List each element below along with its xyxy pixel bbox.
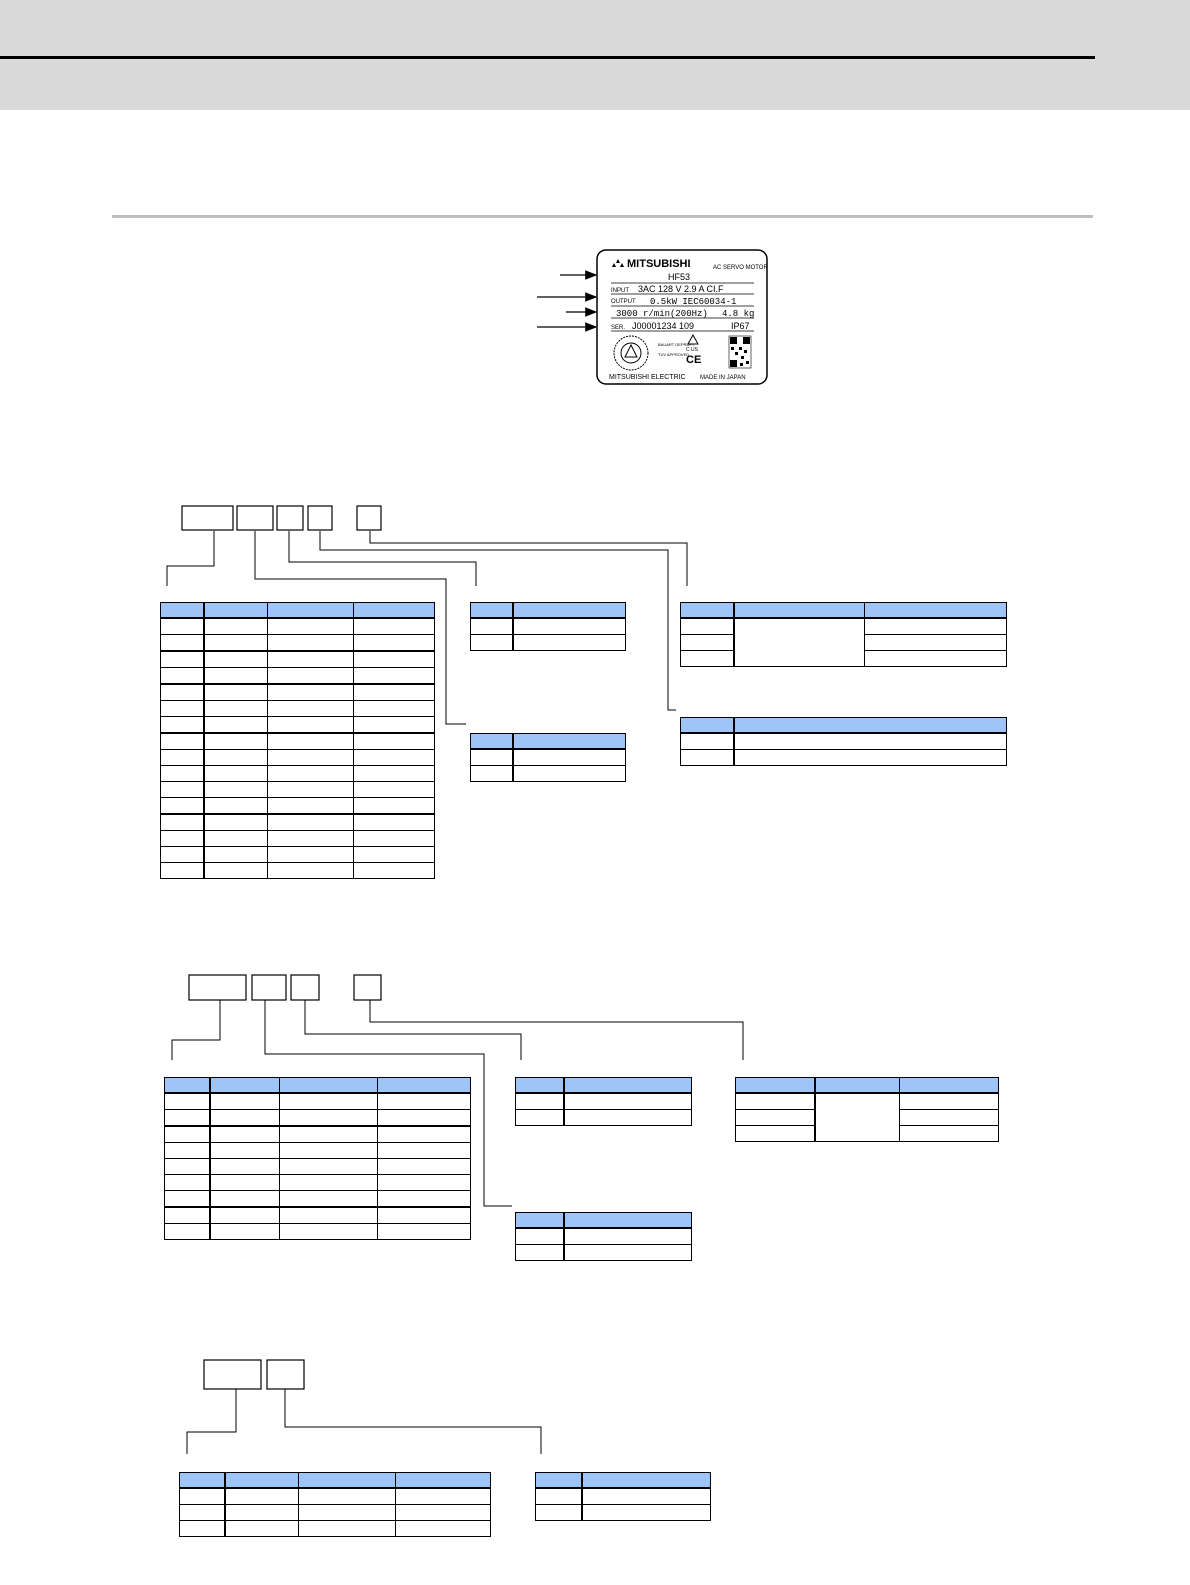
plate-weight-value: 4.8 kg: [722, 309, 755, 319]
plate-product: AC SERVO MOTOR: [713, 265, 768, 271]
table-row: [681, 750, 1007, 766]
table-row: [165, 1159, 471, 1175]
plate-cert-1: BAUART GEPRÜFT: [658, 342, 695, 347]
table-header-row: [471, 603, 626, 619]
qr-code-icon: [729, 336, 751, 368]
plate-serial-value: J00001234 109: [632, 321, 695, 331]
table-row: [161, 651, 435, 668]
plate-model: HF53: [668, 272, 691, 282]
code-table-2c: [515, 1212, 692, 1261]
plate-brand: MITSUBISHI: [627, 258, 691, 270]
table-row: [180, 1505, 491, 1521]
table-row: [165, 1110, 471, 1127]
table-row: [161, 750, 435, 766]
table-row: [681, 618, 1007, 635]
table-row: [165, 1175, 471, 1191]
table-header-row: [736, 1078, 999, 1094]
table-header-row: [516, 1078, 692, 1094]
table-row: [516, 1110, 692, 1126]
code-table-1b: [470, 602, 626, 651]
code-table-3b: [535, 1472, 711, 1521]
table-row: [161, 831, 435, 847]
table-row: [161, 701, 435, 717]
table-row: [165, 1126, 471, 1143]
code-table-1a: [160, 602, 435, 879]
table-row: [165, 1093, 471, 1110]
table-row: [161, 618, 435, 635]
table-row: [161, 717, 435, 734]
table-header-row: [161, 603, 435, 619]
type-code-boxes-3: [204, 1360, 304, 1389]
table-row: [471, 635, 626, 651]
table-row: [161, 798, 435, 815]
table-row: [736, 1093, 999, 1110]
code-table-1c: [470, 733, 626, 782]
plate-ce-mark: CE: [686, 354, 702, 366]
table-header-row: [681, 718, 1007, 734]
nameplate-pointers: [537, 275, 596, 327]
table-header-row: [516, 1213, 692, 1229]
table-row: [161, 782, 435, 798]
plate-maker: MITSUBISHI ELECTRIC: [609, 374, 686, 381]
table-row: [161, 733, 435, 750]
leader-lines-3: [187, 1389, 541, 1454]
code-table-3a: [179, 1472, 491, 1537]
plate-input-label: INPUT: [611, 288, 629, 294]
plate-protection: IP67: [731, 321, 750, 331]
type-code-boxes-1: [182, 506, 381, 530]
code-table-1e: [680, 717, 1007, 766]
table-header-row: [180, 1473, 491, 1489]
table-row: [516, 1245, 692, 1261]
plate-serial-label: SER.: [611, 325, 626, 331]
table-row: [165, 1224, 471, 1240]
table-row: [516, 1228, 692, 1245]
table-header-row: [165, 1078, 471, 1094]
plate-origin: MADE IN JAPAN: [700, 375, 746, 381]
table-row: [536, 1488, 711, 1505]
plate-output-label: OUTPUT: [611, 299, 636, 305]
table-row: [471, 618, 626, 635]
table-row: [161, 684, 435, 701]
type-code-boxes-2: [189, 975, 381, 1000]
code-table-2a: [164, 1077, 471, 1240]
plate-cert-2: TÜV APPROVED: [658, 352, 690, 357]
motor-nameplate: [597, 250, 768, 384]
table-row: [161, 668, 435, 685]
table-header-row: [681, 603, 1007, 619]
table-row: [471, 766, 626, 782]
code-table-1d: [680, 602, 1007, 667]
plate-speed-value: 3000 r/min(200Hz): [616, 309, 708, 319]
table-header-row: [536, 1473, 711, 1489]
table-row: [161, 766, 435, 782]
table-row: [180, 1521, 491, 1537]
table-row: [165, 1191, 471, 1208]
table-row: [681, 733, 1007, 750]
table-row: [161, 814, 435, 831]
table-row: [165, 1143, 471, 1159]
table-row: [180, 1488, 491, 1505]
table-row: [165, 1207, 471, 1224]
plate-input-value: 3AC 128 V 2.9 A CI.F: [638, 284, 724, 294]
table-header-row: [471, 734, 626, 750]
table-row: [161, 847, 435, 863]
code-table-2b: [515, 1077, 692, 1126]
plate-output-value: 0.5kW IEC60034-1: [650, 297, 737, 307]
table-row: [536, 1505, 711, 1521]
table-row: [471, 749, 626, 766]
plate-ul-mark: C US: [686, 347, 698, 353]
table-row: [516, 1093, 692, 1110]
code-table-2d: [735, 1077, 999, 1142]
table-row: [161, 635, 435, 652]
table-row: [161, 863, 435, 879]
